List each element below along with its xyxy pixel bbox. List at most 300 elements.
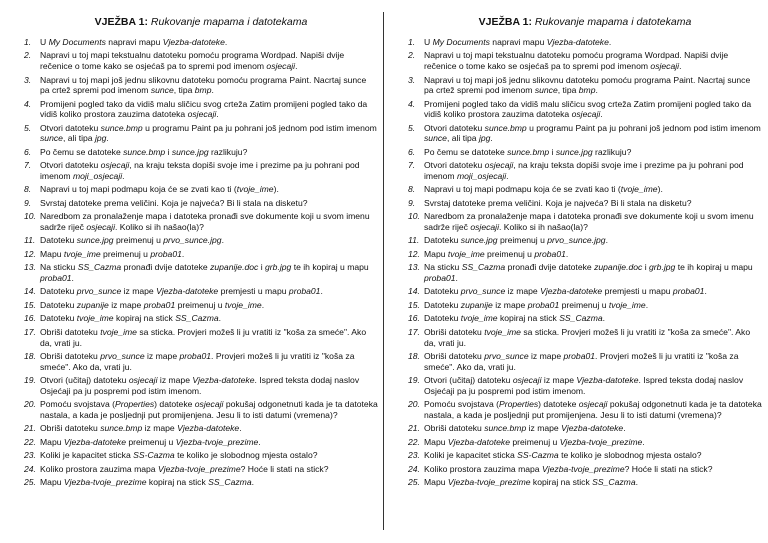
task-number: 21. [408,423,420,434]
task-item [24,99,378,120]
task-term: sunce.bmp [507,146,550,157]
task-term: prvo_sunce [484,350,529,361]
task-term: osjecaji [470,221,499,232]
task-term: SS_Cazma [208,477,252,488]
task-text-run: Mapu [424,477,448,488]
task-text-run: Svrstaj datoteke prema veličini. Koja je najveća? Bi li stala na disketu? [424,197,692,208]
task-text-run: te koliko je slobodnog mjesta ostalo? [558,450,702,461]
task-item [24,262,378,283]
task-text-run: ). [657,184,663,195]
task-item [24,160,378,181]
task-text [424,262,753,283]
task-number: 17. [24,326,36,337]
task-item [408,37,762,48]
task-text-run: . [605,235,608,246]
task-text-run: . [704,286,707,297]
task-text [40,99,367,120]
task-term: proba01 [288,286,321,297]
task-term: osjecaji [187,109,217,120]
task-term: sunce.bmp [484,423,527,434]
task-text-run: Datoteku [424,235,461,246]
task-text-run: . Koliko si ih našao(la)? [115,221,204,232]
task-term: Vjezba-tvoje_prezime [157,463,241,474]
task-text [40,327,366,348]
task-term: prvo_sunce [76,286,122,297]
task-item [24,300,378,311]
task-text-run: Obriši datoteku [40,423,101,434]
task-text-run: Na sticku [424,262,462,273]
task-text-run: u programu Paint pa ju pohrani još jednom pod istim imenom [526,122,761,133]
task-item [408,184,762,195]
task-text-run: Mapu [424,436,448,447]
task-text [424,286,707,296]
task-text-run: Koliko prostora zauzima mapa [40,463,158,474]
task-term: Vjezba-tvoje_prezime [63,477,147,488]
task-number: 22. [408,436,420,447]
task-text-run: . [679,61,682,72]
task-text-run: iz mape [144,350,180,361]
task-number: 9. [408,197,416,208]
task-text [40,50,344,71]
task-text-run: Koliki je kapacitet sticka [424,450,518,461]
task-text-run: ? Hoće li stati na stick? [624,463,713,474]
task-number: 23. [24,450,36,461]
task-text-run: Datoteku [40,299,77,310]
task-text-run: . [122,170,125,181]
task-item [408,235,762,246]
task-item [24,147,378,158]
task-term: proba01 [563,350,596,361]
task-text-run: preimenuj u [510,436,560,447]
task-text-run: ) datoteke [154,399,195,410]
task-term: Vjezba-datoteke [156,286,219,297]
task-text-run: iz mape [526,423,562,434]
task-text [40,300,264,310]
task-term: SS-Cazma [517,450,559,461]
title-subtitle: Rukovanje mapama i datotekama [150,16,308,28]
task-term: sunce.jpg [460,235,498,246]
task-text-run: Obriši datoteku [424,350,485,361]
task-text-run: Napravi u toj mapi tekstualnu datoteku pomoću programa Wordpad. Napiši dvije rečenice o tome kako se osjećaš pa to spremi pod imenom [40,50,345,72]
task-term: jpg [94,133,107,144]
task-text-run: . [106,133,109,144]
task-text [40,399,378,420]
task-number: 14. [408,286,420,297]
task-term: Vjezba-tvoje_prezime [559,436,643,447]
task-item [408,211,762,232]
task-text [424,437,645,447]
task-text-run: Napravi u toj mapi još jednu slikovnu datoteku pomoću programa Paint. Nacrtaj sunce pa crtež spremi pod imenom [424,74,751,96]
task-text-run: . [642,436,645,447]
task-text [40,249,184,259]
task-text-run: Otvori (učitaj) datoteku [424,375,513,386]
task-term: osjecaji [571,109,601,120]
task-number: 6. [24,146,32,157]
task-term: Vjezba-datoteke [546,37,609,47]
task-text [40,477,254,487]
task-term: proba01 [150,248,182,259]
task-text-run: Po čemu se datoteke [40,146,124,157]
task-text [424,464,713,474]
task-number: 4. [408,98,416,109]
task-text-run: Po čemu se datoteke [424,146,508,157]
task-term: SS_Cazma [592,477,636,488]
task-term: moji_osjecaji [456,170,507,181]
task-text-run: . [602,313,606,324]
task-text-run: Naredbom za pronalaženje mapa i datoteka pronađi sve dokumente koji u svom imenu sadrže riječ [424,211,754,232]
task-term: Vjezba-tvoje_prezime [175,436,259,447]
task-text-run: Napravi u toj mapi podmapu koja će se zvati kao ti ( [40,184,237,195]
task-text [40,450,318,460]
task-text-run: kopiraj na stick [530,477,593,488]
task-text-run: Datoteku [40,313,77,324]
task-item [24,235,378,246]
task-text-run: preimenuj u [497,235,548,246]
task-text [40,184,279,194]
task-text [424,375,743,396]
task-term: prvo_sunce.jpg [163,235,222,246]
task-text-run: napravi mapu [105,37,163,47]
task-number: 19. [408,375,420,386]
task-text [424,249,568,259]
task-item [24,375,378,396]
task-text-run: , na kraju teksta dopiši svoje ime i prezime pa ju pohrani pod imenom [424,160,744,181]
task-number: 5. [408,122,416,133]
task-term: SS_Cazma [461,262,506,273]
task-text-run: Datoteku [424,313,461,324]
task-text-run: . [216,109,219,120]
task-item [408,286,762,297]
task-term: zupanije.doc [594,262,643,273]
task-text-run: iz mape [492,299,528,310]
task-text-run: . [224,37,228,47]
task-item [24,286,378,297]
task-text-run: ? Hoće li stati na stick? [240,463,329,474]
task-term: tvoje_ime [236,184,274,195]
task-term: proba01 [424,272,456,283]
task-item [408,249,762,260]
task-term: SS_Cazma [77,262,122,273]
task-item [408,423,762,434]
task-number: 25. [24,477,36,488]
task-item [24,50,378,71]
task-text-run: . [623,423,626,434]
task-text-run: Otvori datoteku [424,122,485,133]
task-number: 3. [408,74,416,85]
task-number: 3. [24,74,32,85]
task-item [24,123,378,144]
task-number: 12. [408,248,420,259]
task-text-run: . [455,272,458,283]
task-text-run: iz mape [541,375,577,386]
task-text-run: preimenuj u [175,299,225,310]
task-term: Vjezba-tvoje_prezime [541,463,625,474]
task-text-run: iz mape [157,375,193,386]
task-text-run: , na kraju teksta dopiši svoje ime i prezime pa ju pohrani pod imenom [40,160,360,181]
task-text [40,235,224,245]
task-text [424,184,663,194]
task-text-run: , ali tipa [62,133,95,144]
task-text-run: kopiraj na stick [146,477,209,488]
task-text-run: ) datoteke [538,399,579,410]
task-item [408,198,762,209]
task-item [24,327,378,348]
task-term: tvoje_ime [460,313,498,324]
task-item [408,399,762,420]
task-text [424,327,750,348]
task-item [408,464,762,475]
task-text-run: u programu Paint pa ju pohrani još jednom pod istim imenom [142,122,377,133]
task-item [24,313,378,324]
task-text-run: iz mape [142,423,178,434]
task-number: 15. [408,299,420,310]
task-term: moji_osjecaji [72,170,123,181]
task-text-run: pronađi dvije datoteke [121,262,211,273]
task-term: proba01 [143,299,176,310]
task-item [408,123,762,144]
task-item [408,437,762,448]
task-text [40,37,227,47]
task-text-run: . [211,85,214,96]
task-text-run: Otvori datoteku [424,160,485,171]
task-term: tvoje_ime [224,299,262,310]
task-text-run: . [221,235,224,246]
task-item [408,327,762,348]
task-text-run: Mapu [40,248,64,259]
task-item [24,211,378,232]
task-term: osjecaji [650,61,680,72]
task-text-run: Otvori datoteku [40,122,101,133]
task-text-run: Obriši datoteku [424,423,485,434]
task-term: grb.jpg [649,262,676,273]
task-text-run: razlikuju? [592,146,632,157]
task-text-run: i [642,262,650,273]
task-term: sunce [150,85,174,96]
task-list [24,37,378,488]
task-text-run: . [600,109,603,120]
task-text-run: pronađi dvije datoteke [505,262,595,273]
task-text-run: te ih kopiraj u mapu [675,262,753,273]
task-text-run: . [181,248,185,259]
task-text [424,450,702,460]
task-number: 9. [24,197,32,208]
task-text-run: iz mape [121,286,157,297]
task-item [408,262,762,283]
task-term: Vjezba-datoteke [576,375,639,386]
task-term: proba01 [40,272,72,283]
task-number: 18. [24,350,36,361]
task-term: sunce.bmp [123,146,166,157]
task-number: 13. [408,262,420,273]
task-item [24,351,378,372]
task-number: 16. [408,313,420,324]
task-text-run: iz mape [108,299,144,310]
task-text-run: U [424,37,433,47]
task-text-run: Mapu [424,248,448,259]
task-term: osjecaji [484,160,514,171]
task-term: osjecaji [100,160,130,171]
task-text-run: . [608,37,612,47]
task-number: 8. [408,184,416,195]
task-term: bmp [578,85,596,96]
task-item [24,437,378,448]
task-term: SS_Cazma [175,313,219,324]
task-text-run: pokušaj odgonetnuti kada je ta datoteka nastala, a kada je posljednji put promijenjena. Jesu li to isti datumi (vremena)? [40,399,378,420]
task-term: proba01 [672,286,705,297]
task-text [424,423,626,433]
task-term: osjecaji [512,375,542,386]
task-item [24,399,378,420]
task-text [424,99,751,120]
task-item [408,147,762,158]
task-text-run: U [40,37,49,47]
task-item [408,99,762,120]
task-term: sunce.jpg [171,146,209,157]
task-text-run: Obriši datoteku [40,326,101,337]
task-text-run: razlikuju? [208,146,248,157]
task-text-run: ). [273,184,279,195]
task-term: Vjezba-datoteke [561,423,624,434]
task-text-run: Napravi u toj mapi još jednu slikovnu datoteku pomoću programa Paint. Nacrtaj sunce pa crtež spremi pod imenom [40,74,367,96]
task-text-run: Pomoću svojstava ( [40,399,115,410]
task-text [424,50,728,71]
task-text-run: preimenuj u [126,436,176,447]
task-term: SS_Cazma [559,313,603,324]
task-item [408,300,762,311]
task-number: 21. [24,423,36,434]
task-text [424,75,750,96]
task-text [424,123,761,144]
task-text [424,37,611,47]
task-text [40,211,370,232]
task-term: sunce.bmp [100,423,143,434]
task-text-run: Datoteku [424,286,461,297]
task-number: 6. [408,146,416,157]
task-number: 5. [24,122,32,133]
task-number: 15. [24,299,36,310]
task-list [408,37,762,488]
title-lead: VJEŽBA 1: [478,16,532,28]
task-term: osjecaji [578,399,608,410]
task-term: sunce [424,133,447,144]
task-text-run: . Ispred teksta dodaj naslov Osjećaji pa ju pospremi pod istim imenom. [424,375,744,396]
task-term: sunce.bmp [100,122,143,133]
task-item [24,75,378,96]
task-number: 14. [24,286,36,297]
task-text [40,286,323,296]
task-text-run: iz mape [528,350,564,361]
task-text-run: Koliki je kapacitet sticka [40,450,134,461]
task-text-run: . [295,61,298,72]
task-term: proba01 [534,248,566,259]
task-text-run: . Koliko si ih našao(la)? [499,221,588,232]
task-text-run: , tipa [173,85,195,96]
task-number: 20. [24,399,36,410]
task-text-run: iz mape [505,286,541,297]
task-term: My Documents [48,37,106,47]
task-number: 1. [24,37,32,47]
task-term: SS-Cazma [133,450,175,461]
task-term: Vjezba-datoteke [63,436,126,447]
task-text [424,211,754,232]
task-item [24,464,378,475]
task-text-run: . [218,313,222,324]
task-text-run: . [635,477,639,488]
task-text [40,375,359,396]
task-text-run: Svrstaj datoteke prema veličini. Koja je najveća? Bi li stala na disketu? [40,197,308,208]
task-text [40,351,355,372]
task-number: 16. [24,313,36,324]
task-number: 2. [24,50,32,61]
task-text-run: , ali tipa [446,133,479,144]
task-term: prvo_sunce [460,286,506,297]
task-number: 22. [24,436,36,447]
task-text [40,313,221,323]
task-text [424,300,648,310]
task-term: Vjezba-datoteke [162,37,225,47]
task-text-run: te koliko je slobodnog mjesta ostalo? [174,450,318,461]
task-number: 10. [408,211,420,222]
task-text [424,399,762,420]
column-divider [383,12,384,530]
task-item [408,351,762,372]
task-item [408,450,762,461]
task-text-run: , tipa [557,85,579,96]
task-number: 10. [24,211,36,222]
task-text-run: Datoteku [40,235,77,246]
task-term: osjecaji [86,221,115,232]
task-term: tvoje_ime [100,326,137,337]
task-text-run: pokušaj odgonetnuti kada je ta datoteka nastala, a kada je posljednji put promijenjena. Jesu li to isti datumi (vremena)? [424,399,762,420]
task-text [40,160,360,181]
task-item [408,50,762,71]
task-text-run: preimenuj u [484,248,535,259]
task-text [424,235,608,245]
task-term: proba01 [179,350,212,361]
task-text-run: kopiraj na stick [497,313,560,324]
task-text-run: . [645,299,649,310]
task-text-run: Mapu [40,436,64,447]
task-text [40,464,329,474]
task-item [408,160,762,181]
task-term: My Documents [432,37,490,47]
task-text [424,160,744,181]
task-text-run: i [165,146,172,157]
task-text-run: kopiraj na stick [113,313,176,324]
task-text-run: Na sticku [40,262,78,273]
task-text [40,437,261,447]
task-text-run: Naredbom za pronalaženje mapa i datoteka pronađi sve dokumente koji u svom imenu sadrže riječ [40,211,370,232]
task-term: sunce [40,133,63,144]
task-number: 7. [408,160,416,171]
task-text-run: i [549,146,556,157]
task-text-run: . [258,436,261,447]
task-number: 4. [24,98,32,109]
task-text-run: Datoteku [424,299,461,310]
task-item [408,375,762,396]
task-number: 13. [24,262,36,273]
task-text-run: . Ispred teksta dodaj naslov Osjećaji pa ju pospremi pod istim imenom. [40,375,360,396]
task-term: Vjezba-tvoje_prezime [447,477,531,488]
task-text-run: preimenuj u [113,235,164,246]
task-text [40,123,377,144]
task-text-run: Promijeni pogled tako da vidiš malu sličicu svog crteža Zatim promijeni pogled tako da vidiš koliko prostora zauzima datoteka [424,98,752,120]
task-term: prvo_sunce.jpg [547,235,606,246]
task-text-run: Obriši datoteku [40,350,101,361]
worksheet-column-left [24,16,378,491]
task-text-run: . [71,272,74,283]
task-text-run: . [261,299,265,310]
